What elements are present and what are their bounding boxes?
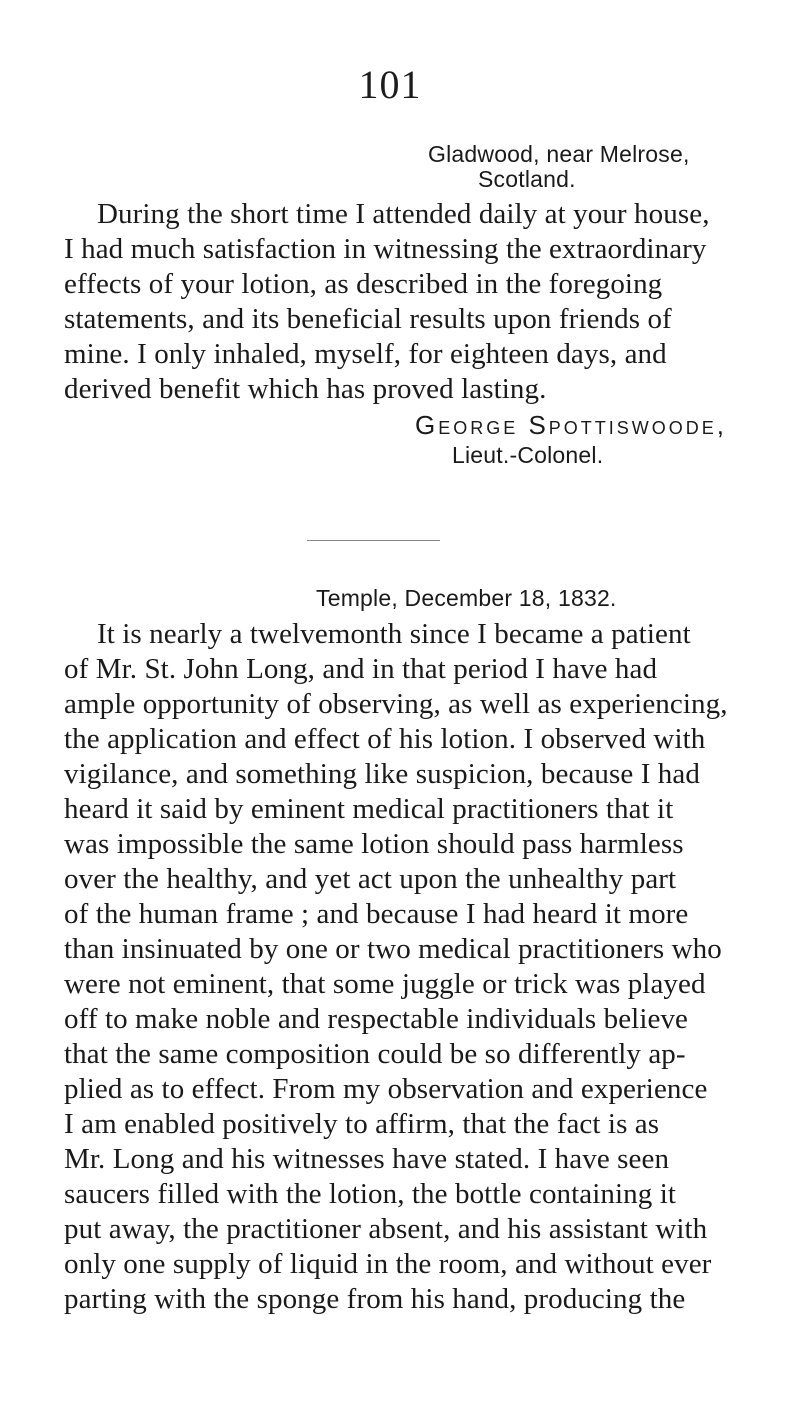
- letter1-rank: Lieut.-Colonel.: [452, 442, 604, 468]
- letter2-line-4: the application and effect of his lotion. I observed with: [64, 723, 706, 755]
- letter1-line-5: mine. I only inhaled, myself, for eighteen days, and: [64, 338, 667, 370]
- letter2-line-8: over the healthy, and yet act upon the unhealthy part: [64, 863, 677, 895]
- letter2-line-12: off to make noble and respectable individuals believe: [64, 1003, 689, 1035]
- letter2-line-11: were not eminent, that some juggle or trick was played: [64, 968, 706, 1000]
- letter2-line-13: that the same composition could be so differently ap-: [64, 1038, 686, 1070]
- letter2-line-17: saucers filled with the lotion, the bottle containing it: [64, 1178, 677, 1210]
- letter1-line-1: During the short time I attended daily at your house,: [97, 198, 710, 230]
- letter2-line-3: ample opportunity of observing, as well as experiencing,: [64, 688, 728, 720]
- letter2-line-16: Mr. Long and his witnesses have stated. I have seen: [64, 1143, 670, 1175]
- section-divider: [307, 540, 440, 541]
- letter2-line-19: only one supply of liquid in the room, and without ever: [64, 1248, 712, 1280]
- letter2-line-10: than insinuated by one or two medical practitioners who: [64, 933, 722, 965]
- page-number: 101: [358, 62, 422, 107]
- letter2-line-9: of the human frame ; and because I had heard it more: [64, 898, 689, 930]
- letter1-line-4: statements, and its beneficial results upon friends of: [64, 303, 672, 335]
- letter2-line-2: of Mr. St. John Long, and in that period I have had: [64, 653, 658, 685]
- letter1-place-line2: Scotland.: [478, 166, 576, 192]
- letter2-line-7: was impossible the same lotion should pass harmless: [64, 828, 684, 860]
- letter1-line-2: I had much satisfaction in witnessing the extraordinary: [64, 233, 707, 265]
- letter2-line-14: plied as to effect. From my observation and experience: [64, 1073, 708, 1105]
- letter1-line-3: effects of your lotion, as described in the foregoing: [64, 268, 663, 300]
- letter2-line-18: put away, the practitioner absent, and his assistant with: [64, 1213, 708, 1245]
- letter2-line-6: heard it said by eminent medical practitioners that it: [64, 793, 674, 825]
- letter2-line-20: parting with the sponge from his hand, producing the: [64, 1283, 686, 1315]
- letter2-place-date: Temple, December 18, 1832.: [316, 585, 617, 611]
- letter1-line-6: derived benefit which has proved lasting.: [64, 373, 547, 405]
- letter2-line-5: vigilance, and something like suspicion, because I had: [64, 758, 700, 790]
- letter2-line-15: I am enabled positively to affirm, that the fact is as: [64, 1108, 660, 1140]
- letter1-signature: George Spottiswoode,: [415, 410, 728, 440]
- letter2-line-1: It is nearly a twelvemonth since I became a patient: [97, 618, 691, 650]
- letter1-place-line1: Gladwood, near Melrose,: [428, 141, 690, 167]
